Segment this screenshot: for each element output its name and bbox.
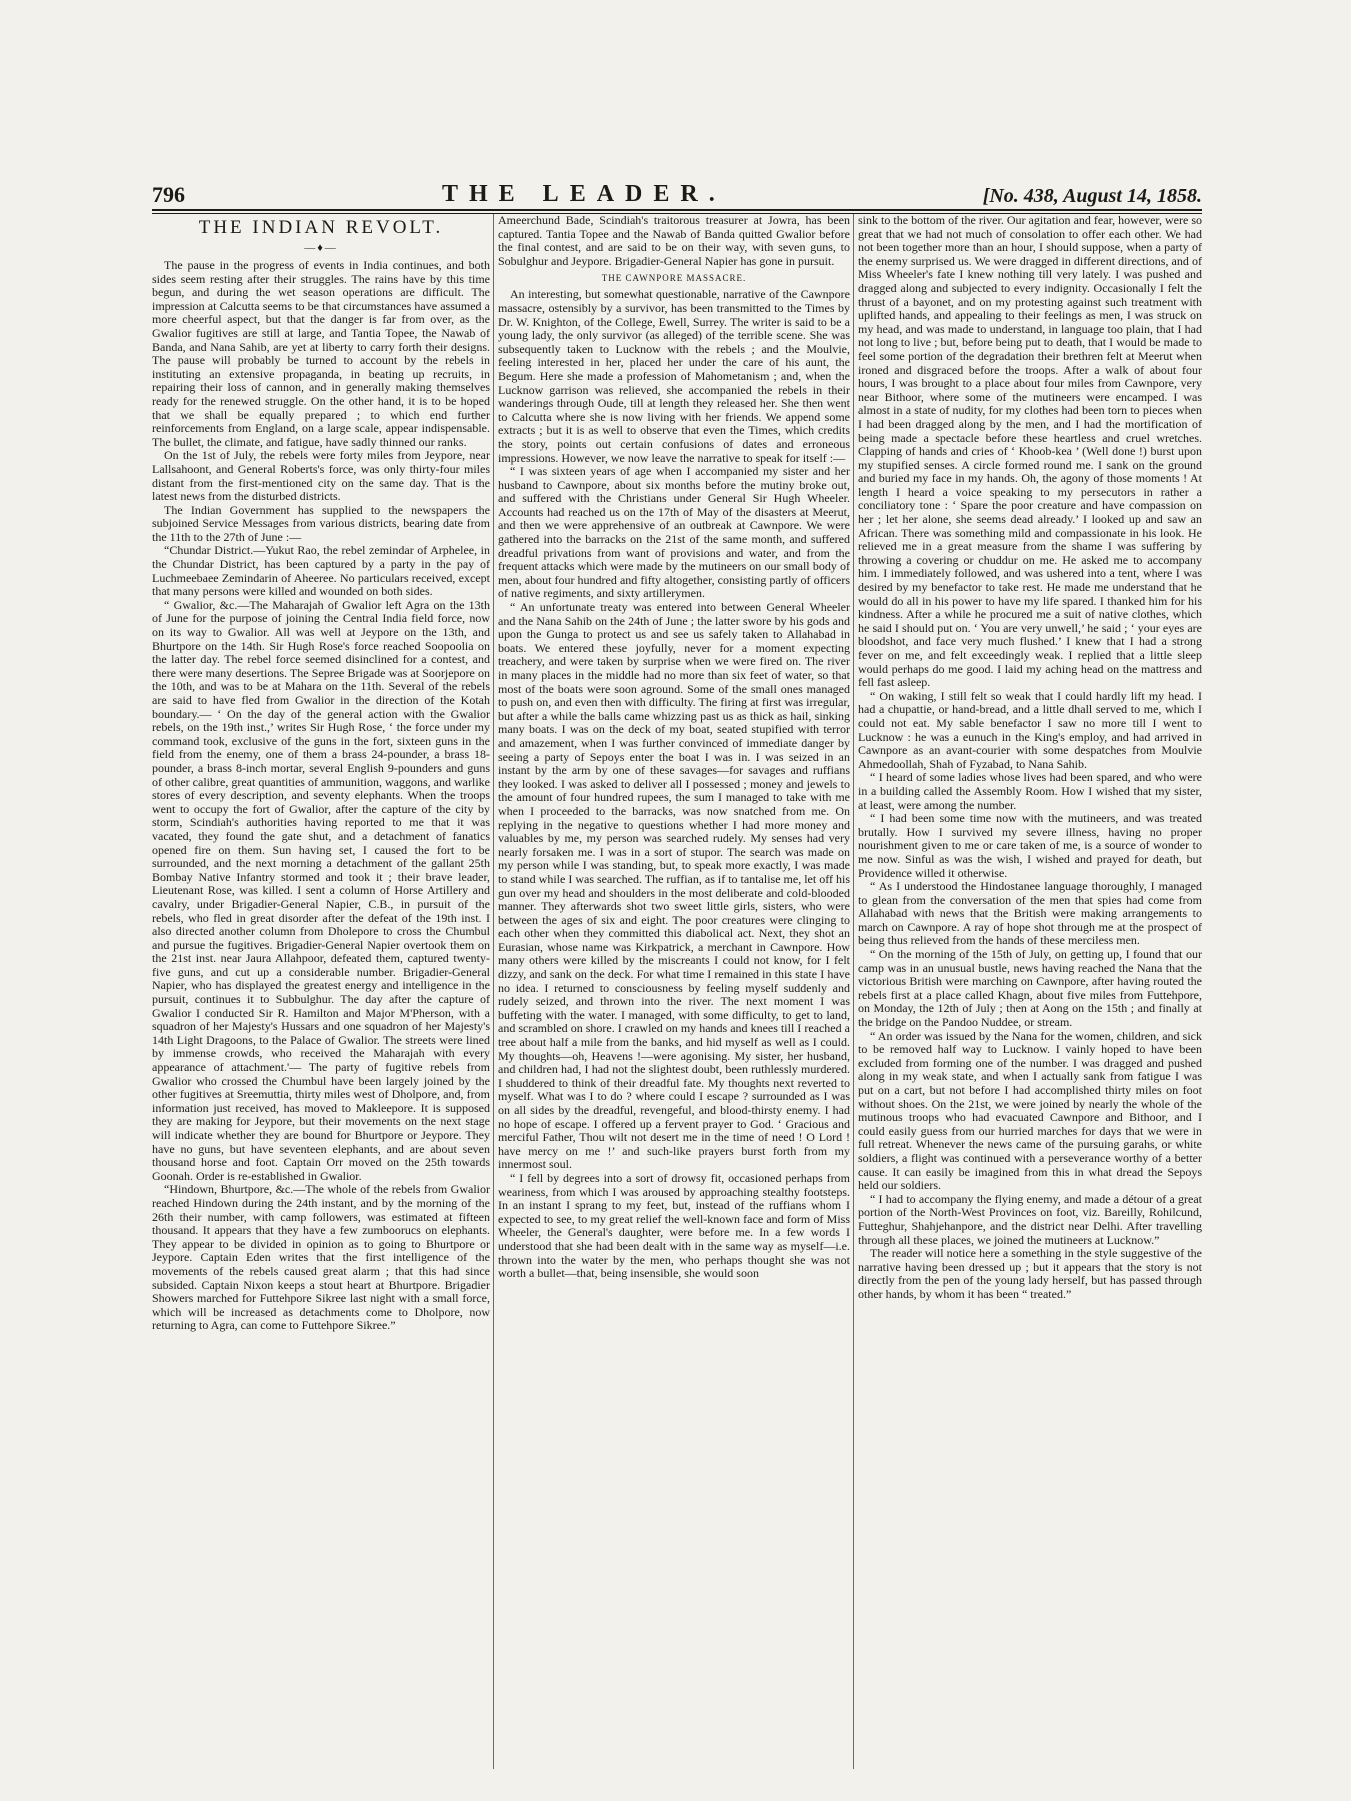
paragraph: “ As I understood the Hindostanee language thoroughly, I managed to glean from the conversation of the men that spies had come from Allahabad with news that the British were making arrangements to march on Cawnpore. A ray of hope shot through me at the prospect of being thus relieved from the hands of these merciless men. (858, 879, 1202, 948)
paragraph: “ An unfortunate treaty was entered into between General Wheeler and the Nana Sahib on the 24th of June ; the latter swore by his gods and upon the Gunga to protect us and see us safely taken to Allahabad in boats. We entered these joyfully, never for a moment expecting treachery, and were taken by surprise when we were fired on. The river in many places in the middle had no more than six feet of water, so that most of the boats were soon aground. Some of the small ones managed to push on, and even then with difficulty. The firing at first was irregular, but after a while the balls came whizzing past us as thick as hail, sinking many boats. I was on the deck of my boat, seated stupified with terror and amazement, when I was further convinced of immediate danger by seeing a party of Sepoys enter the boat I was in. I was seized in an instant by the arm by one of these savages—for savages and ruffians they looked. I was asked to deliver all I possessed ; money and jewels to the amount of four hundred rupees, the sum I managed to take with me when I proceeded to the barracks, was now snatched from me. On replying in the negative to questions whether I had more money and valuables by me, my person was searched rudely. My senses had very nearly forsaken me. I was in a sort of stupor. The search was made on my person while I was standing, but, to speak more exactly, I was made to stand while I was searched. The ruffian, as if to tantalise me, let off his gun over my head and shoulders in the most deliberate and cold-blooded manner. They afterwards shot two sweet little girls, sisters, who were between the ages of six and eight. The poor creatures were clinging to each other when they committed this diabolical act. Next, they shot an Eurasian, whose name was Kirkpatrick, a merchant in Cawnpore. How many others were killed by the miscreants I could not know, for I felt dizzy, and sank on the deck. For what time I remained in this state I have no idea. I returned to consciousness by feeling myself suddenly and rudely seized, and thrown into the river. The next moment I was buffeting with the water. I managed, with some difficulty, to get to land, and scrambled on shore. I crawled on my hands and knees till I reached a tree about half a mile from the banks, and hid myself as well as I could. My thoughts—oh, Heavens !—were agonising. My sister, her husband, and children had, I had not the slightest doubt, been ruthlessly murdered. I shuddered to think of their dreadful fate. My thoughts next reverted to myself. What was I to do ? where could I escape ? surrounded as I was on all sides by the dreadful, revengeful, and blood-thirsty enemy. I had no hope of escape. I offered up a fervent prayer to God. ‘ Gracious and merciful Father, Thou wilt not desert me in the time of need ! O Lord ! have mercy on me !’ and such-like prayers burst forth from my innermost soul. (498, 600, 850, 1172)
issue-date: [No. 438, August 14, 1858. (982, 185, 1202, 207)
column-1 (152, 214, 490, 1769)
paragraph: “ An order was issued by the Nana for the women, children, and sick to be removed half way to Lucknow. I vainly hoped to have been excluded from forming one of the number. I was dragged and pushed along in my weak state, and when I actually sank from fatigue I was put on a cart, but not before I had accomplished thirty miles on foot without shoes. On the 21st, we were joined by nearly the whole of the mutinous troops who had evacuated Cawnpore and Bithoor, and I could easily guess from our hurried marches for days that we were in full retreat. Whenever the news came of the pursuing garahs, or white soldiers, a flight was continued with a perseverance worthy of a better cause. It can easily be imagined from this in what dread the Sepoys held our soldiers. (858, 1028, 1202, 1193)
heading-ornament: —♦— (304, 242, 338, 254)
paragraph: “ On waking, I still felt so weak that I could hardly lift my head. I had a chupattie, or hand-bread, and a little dhall served to me, which I could not eat. My sable benefactor I saw no more till I went to Lucknow : he was a eunuch in the King's employ, and had arrived in Cawnpore as an avant-courier with some despatches from Moulvie Ahmedoollah, Shah of Fyzabad, to Nana Sahib. (858, 688, 1202, 771)
column-divider (493, 214, 494, 1769)
paragraph: “ I had to accompany the flying enemy, and made a détour of a great portion of the North-West Provinces on foot, viz. Bareilly, Rohilcund, Futteghur, Shahjehanpore, and the district near Delhi. After travelling through all these places, we joined the mutineers at Lucknow.” (858, 1191, 1202, 1247)
page-number: 796 (152, 182, 185, 207)
paragraph: An interesting, but somewhat questionable, narrative of the Cawnpore massacre, ostensibly by a survivor, has been transmitted to the Times by Dr. W. Knighton, of the College, Ewell, Surrey. The writer is said to be a young lady, the only survivor (as alleged) of the terrible scene. She was subsequently taken to Lucknow with the rebels ; and the Moulvie, feeling interested in her, placed her under the care of his aunt, the Begum. Here she made a profession of Mahometanism ; and, when the Lucknow garrison was relieved, she accompanied the rebels in their wanderings through Oude, till at length they released her. She then went to Calcutta where she is now living with her friends. We append some extracts ; but it is as well to observe that even the Times, which credits the story, points out certain confusions of dates and erroneous impressions. However, we now leave the narrative to speak for itself :— (498, 287, 850, 465)
paragraph: sink to the bottom of the river. Our agitation and fear, however, were so great that we had not much of consolation to offer each other. We had not been together more than an hour, I should suppose, when a party of the enemy surprised us. We were dragged in different directions, and of Miss Wheeler's fate I knew nothing till very lately. I was pushed and dragged along and subjected to every indignity. Occasionally I felt the thrust of a bayonet, and on my protesting against such treatment with uplifted hands, and appealing to their feelings as men, I was struck on my head, and was made to understand, in language too plain, that I had not long to live ; but, before being put to death, that I would be made to feel some portion of the degradation their brethren felt at Meerut when ironed and disgraced before the troops. After a walk of about four hours, I was brought to a place about four miles from Cawnpore, very near Bithoor, where some of the mutineers were encamped. I was almost in a state of nudity, for my clothes had been torn to pieces when I had been dragged along by the men, and I had the mortification of being made a spectacle before these heartless and cruel wretches. Clapping of hands and cries of ‘ Khoob-kea ’ (Well done !) burst upon my stupified senses. A circle formed round me. I sank on the ground and buried my face in my hands. Oh, the agony of those moments ! At length I heard a voice speaking to my persecutors in rather a conciliatory tone : ‘ Spare the poor creature and have compassion on her ; let her alone, she seems dead already.’ I looked up and saw an African. There was something mild and compassionate in his look. He relieved me in a great measure from the shame I was suffering by throwing a covering or chuddur on me. He asked me to accompany him. I immediately followed, and was ushered into a tent, where I was desired by my benefactor to take rest. He made me understand that he would do all in his power to have my life spared. I thanked him for his kindness. After a while he procured me a suit of native clothes, which he said I should put on. ‘ You are very unwell,’ he said ; ‘ your eyes are bloodshot, and face very much flushed.’ I knew that I had a strong fever on me, and felt exceedingly weak. I replied that a little sleep would perhaps do me good. I laid my aching head on the mattress and fell fast asleep. (858, 214, 1202, 690)
paragraph: “Chundar District.—Yukut Rao, the rebel zemindar of Arphelee, in the Chundar District, has been captured by a party in the pay of Luchmeebaee Zemindarin of Aheeree. No particulars received, except that many persons were killed and wounded on both sides. (152, 543, 490, 599)
paragraph: The pause in the progress of events in India continues, and both sides seem resting after their struggles. The rains have by this time begun, and during the wet season operations are difficult. The impression at Calcutta seems to be that circumstances have assumed a more cheerful aspect, but that the danger is far from over, as the Gwalior fugitives are still at large, and Tantia Topee, the Nawab of Banda, and Nana Sahib, are yet at liberty to carry forth their designs. The pause will probably be turned to account by the rebels in instituting an extensive propaganda, in beating up recruits, in repairing their loss of cannon, and in generally making themselves ready for the renewed struggle. On the other hand, it is to be hoped that we shall be equally prepared ; to which end further reinforcements from England, on a large scale, appear indispensable. The bullet, the climate, and fatigue, have sadly thinned our ranks. (152, 258, 490, 449)
paragraph: Ameerchund Bade, Scindiah's traitorous treasurer at Jowra, has been captured. Tantia Topee and the Nawab of Banda quitted Gwalior before the final contest, and are said to be on their way, with seven guns, to Sobulghur and Jeypore. Brigadier-General Napier has gone in pursuit. (498, 214, 850, 268)
section-subheading: THE CAWNPORE MASSACRE. (601, 273, 747, 284)
paragraph: The Indian Government has supplied to the newspapers the subjoined Service Messages from various districts, bearing date from the 11th to the 27th of June :— (152, 502, 490, 544)
paragraph: The reader will notice here a something in the style suggestive of the narrative having been dressed up ; but it appears that the story is not directly from the pen of the young lady herself, but has passed through other hands, by whom it has been “ treated.” (858, 1246, 1202, 1301)
paragraph: “ On the morning of the 15th of July, on getting up, I found that our camp was in an unusual bustle, news having reached the Nana that the victorious British were marching on Cawnpore, after having routed the rebels first at a place called Khagn, about five miles from Futtehpore, on Monday, the 12th of July ; then at Aong on the 15th ; and finally at the bridge on the Pandoo Nuddee, or stream. (858, 947, 1202, 1030)
column-3 (858, 214, 1202, 1769)
newspaper-title: THE LEADER. (442, 181, 726, 207)
masthead (152, 174, 1202, 208)
paragraph: “ I heard of some ladies whose lives had been spared, and who were in a building called the Assembly Room. How I wished that my sister, at least, were among the number. (858, 770, 1202, 812)
column-2 (498, 214, 850, 1769)
column-divider (853, 214, 854, 1769)
paragraph: “ I was sixteen years of age when I accompanied my sister and her husband to Cawnpore, about six months before the mutiny broke out, and suffered with the Christians under General Sir Hugh Wheeler. Accounts had reached us on the 17th of May of the disasters at Meerut, and then we were apprehensive of an outbreak at Cawnpore. We were gathered into the barracks on the 21st of the same month, and suffered dreadful privations from want of provisions and water, and from the frequent attacks which were made by the mutineers on our small body of men, about four hundred and fifty altogether, consisting partly of officers of native regiments, and sixty artillerymen. (498, 464, 850, 601)
paragraph: “ I had been some time now with the mutineers, and was treated brutally. How I survived my severe illness, having no proper nourishment given to me or care taken of me, is a source of wonder to me now. Sinful as was the wish, I wished and prayed for death, but Providence willed it otherwise. (858, 811, 1202, 880)
paragraph: On the 1st of July, the rebels were forty miles from Jeypore, near Lallsahoont, and General Roberts's force, was only thirty-four miles distant from the first-mentioned city on the same day. That is the latest news from the disturbed districts. (152, 448, 490, 504)
paragraph: “ Gwalior, &c.—The Maharajah of Gwalior left Agra on the 13th of June for the purpose of joining the Central India field force, now on its way to Gwalior. All was well at Jeypore on the 13th, and Bhurtpore on the 14th. Sir Hugh Rose's force reached Soopoolia on the latter day. The rebel force seemed disinclined for a contest, and there were many desertions. The Sepree Brigade was at Soorjepore on the 10th, and was to be at Mahara on the 11th. Several of the rebels are said to have fled from Gwalior in the direction of the Kotah boundary.— ‘ On the day of the general action with the Gwalior rebels, on the 19th inst.,’ writes Sir Hugh Rose, ‘ the force under my command took, exclusive of the guns in the fort, sixteen guns in the field from the enemy, one of them a brass 24-pounder, a brass 18-pounder, a brass 8-inch mortar, several English 9-pounders and guns of other calibre, great quantities of ammunition, waggons, and warlike stores of every description, and seventy elephants. When the troops went to occupy the fort of Gwalior, after the capture of the city by storm, Scindiah's authorities having reported to me that it was vacated, they found the gate shut, and a detachment of fanatics opened fire on them. Sun having set, I caused the fort to be surrounded, and the next morning a detachment of the gallant 25th Bombay Native Infantry stormed and took it ; their brave leader, Lieutenant Rose, was killed. I sent a column of Horse Artillery and cavalry, under Brigadier-General Napier, C.B., in pursuit of the rebels, who fled in great disorder after the defeat of the 19th inst. I also directed another column from Dholepore to cross the Chumbul and pursue the fugitives. Brigadier-General Napier overtook them on the 21st inst. near Jaura Allahpoor, defeated them, captured twenty-five guns, and cut up a considerable number. Brigadier-General Napier, who has displayed the greatest energy and intelligence in the pursuit, continues it to Subbulghur. The day after the capture of Gwalior I conducted Sir R. Hamilton and Major M'Pherson, with a squadron of her Majesty's Hussars and one squadron of her Majesty's 14th Light Dragoons, to the Palace of Gwalior. The streets were lined by immense crowds, who received the Maharajah with every appearance of attachment.'— The party of fugitive rebels from Gwalior who crossed the Chumbul have been largely joined by the other fugitives at Sreemuttia, thirty miles west of Dholpore, and, from information just received, has moved to Makleepore. It is supposed they are making for Jeypore, but their movements on the next stage will indicate whether they are bound for Bhurtpore or Jeypore. They have no guns, but have seventeen elephants, and are about seven thousand horse and foot. Captain Orr moved on the 25th towards Goonah. Order is re-established in Gwalior. (152, 597, 490, 1183)
article-heading: THE INDIAN REVOLT. (198, 217, 444, 238)
paragraph: “Hindown, Bhurtpore, &c.—The whole of the rebels from Gwalior reached Hindown during the 24th instant, and by the morning of the 26th their number, with camp followers, was estimated at fifteen thousand. It appears that they have a few zumboorucs on elephants. They appear to be divided in opinion as to going to Bhurtpore or Jeypore. Captain Eden writes that the first intelligence of the movements of the rebels caused great alarm ; that this had since subsided. Captain Nixon keeps a stout heart at Bhurtpore. Brigadier Showers marched for Futtehpore Sikree last night with a small force, which will be increased as detachments come to Dholpore, now returning to Agra, can come to Futtehpore Sikree.” (152, 1182, 490, 1333)
paragraph: “ I fell by degrees into a sort of drowsy fit, occasioned perhaps from weariness, from which I was aroused by approaching stealthy footsteps. In an instant I sprang to my feet, but, instead of the ruffians whom I expected to see, to my great relief the well-known face and form of Miss Wheeler, the General's daughter, were before me. In a few words I understood that she had been dealt with in the same way as myself—i.e. thrown into the water by the men, who perhaps thought she was not worth a bullet—that, being insensible, she would soon (498, 1170, 850, 1281)
